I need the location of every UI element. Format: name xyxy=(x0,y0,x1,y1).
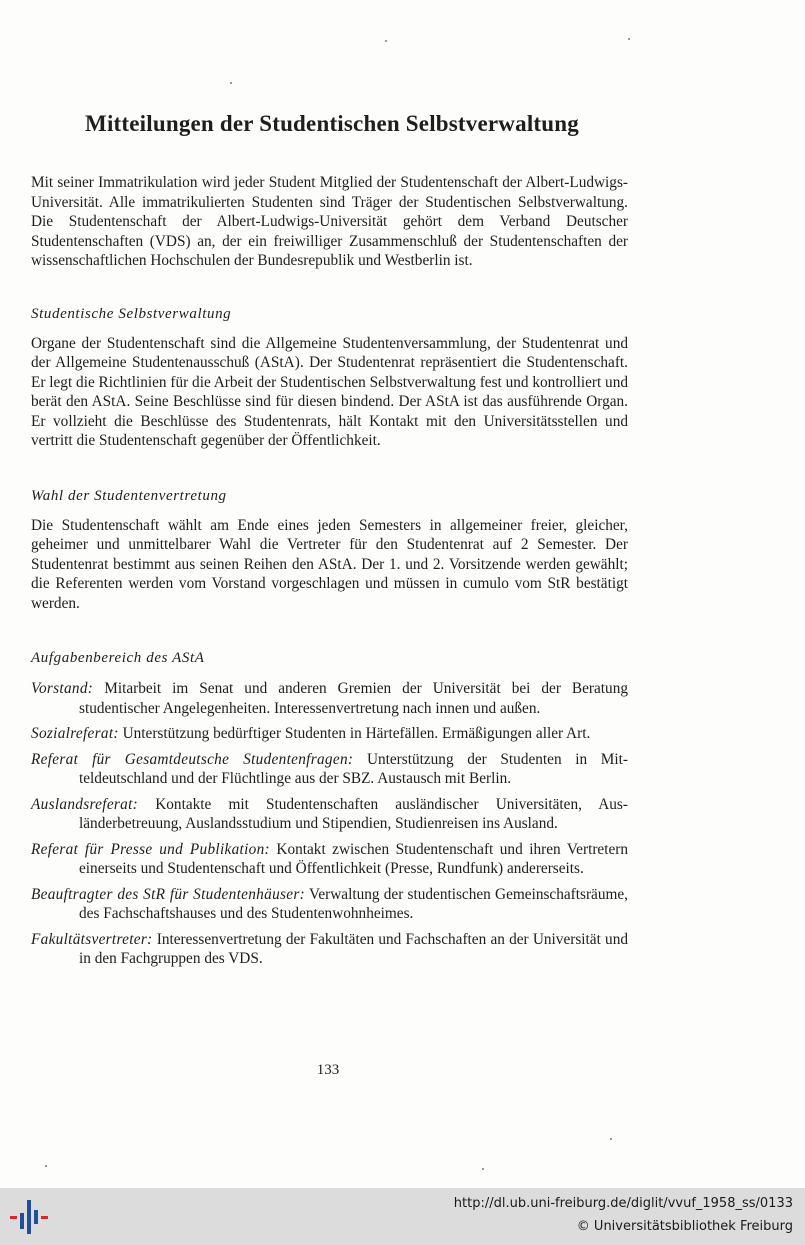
entry-text: Unterstützung bedürftiger Studenten in Härtefällen. Ermäßigungen aller Art. xyxy=(122,725,591,742)
footer-bar xyxy=(0,1188,805,1245)
page-content xyxy=(31,173,628,969)
page-title: Mitteilungen der Studentischen Selbstverwaltung xyxy=(85,111,579,136)
entry-text: Interessenvertretung der Fakultäten und Fachschaften an der Universität und in den Fachgruppen des VDS. xyxy=(79,930,628,967)
copyright-notice: © Universitätsbibliothek Freiburg xyxy=(576,1219,793,1234)
entry-term: Fakultätsvertreter: xyxy=(31,930,153,948)
scan-speck xyxy=(230,82,232,84)
asta-entry-sozialreferat xyxy=(31,724,628,744)
entry-term: Beauftragter des StR für Studentenhäuser: xyxy=(31,885,306,903)
scan-speck xyxy=(45,1165,47,1167)
section-text-wahl: Die Studentenschaft wählt am Ende eines jeden Semesters in allgemeiner freier, gleicher, geheimer und unmittelbarer Wahl die Vertreter für den Studentenrat auf 2 Semester. Der Studentenrat bestimmt aus seinen Reihen den AStA. Der 1. und 2. Vorsitzende werden gewählt; die Referenten werden vom Vorstand vorgeschlagen und müssen in cumulo vom StR bestätigt werden. xyxy=(31,516,628,612)
entry-term: Vorstand: xyxy=(31,680,94,697)
asta-entry-studentenhaeuser xyxy=(31,885,628,924)
source-url-link[interactable]: http://dl.ub.uni-freiburg.de/diglit/vvuf_1958_ss/0133 xyxy=(453,1196,793,1211)
section-heading-wahl: Wahl der Studentenvertretung xyxy=(31,487,227,504)
entry-term: Auslandsreferat: xyxy=(31,795,139,813)
section-heading-asta: Aufgabenbereich des AStA xyxy=(31,650,205,666)
asta-entry-vorstand xyxy=(31,679,628,718)
page-number: 133 xyxy=(316,1062,340,1078)
asta-entry-gesamtdeutsch xyxy=(31,750,628,789)
entry-text: Kontakte mit Studentenschaften ausländischer Universitäten, Ausländerbetreuung, Auslandsstudium und Stipendien, Studienreisen ins Ausland. xyxy=(79,795,628,832)
asta-entry-presse xyxy=(31,840,628,879)
asta-entry-fakultaetsvertreter xyxy=(31,930,628,969)
entry-term: Referat für Presse und Publikation: xyxy=(31,840,270,858)
intro-paragraph: Mit seiner Immatrikulation wird jeder Student Mitglied der Studentenschaft der Albert-Ludwigs-Universität. Alle immatrikulierten Studenten sind Träger der Studentischen Selbstverwaltung. Die Studentenschaft der Albert-Ludwigs-Universität gehört dem Verband Deutscher Studentenschaften (VDS) an, der ein freiwilliger Zusammenschluß der Studentenschaften der wissenschaftlichen Hochschulen der Bundesrepublik und Westberlin ist. xyxy=(31,174,628,269)
entry-term: Sozialreferat: xyxy=(31,725,119,742)
entry-text: Mitarbeit im Senat und anderen Gremien der Universität bei der Beratung studentischer Angelegenheiten. Interessenvertretung nach innen und außen. xyxy=(79,680,628,717)
section-text-selbstverwaltung: Organe der Studentenschaft sind die Allgemeine Studentenversammlung, der Studentenrat und der Allgemeine Studentenausschuß (AStA). Der Studentenrat repräsentiert die Studentenschaft. Er legt die Richtlinien für die Arbeit der Studentischen Selbstverwaltung fest und kontrolliert und berät den AStA. Seine Beschlüsse sind für diesen bindend. Der AStA ist das ausführende Organ. Er vollzieht die Beschlüsse des Studentenrats, hält Kontakt mit den Universitätsstellen und vertritt die Studentenschaft gegenüber der Öffentlichkeit. xyxy=(31,334,628,449)
scan-speck xyxy=(610,1138,612,1140)
section-heading-selbstverwaltung: Studentische Selbstverwaltung xyxy=(31,305,232,322)
scan-speck xyxy=(482,1168,484,1170)
entry-text: Unterstützung der Studenten in Mitteldeutschland und der Flüchtlinge aus der SBZ. Austausch mit Berlin. xyxy=(79,750,628,787)
entry-text: Kontakt zwischen Studentenschaft und ihren Vertretern einerseits und Studentenschaft und Öffentlichkeit (Presse, Rundfunk) andererseits. xyxy=(79,840,628,877)
ub-freiburg-logo-icon xyxy=(10,1196,52,1236)
entry-text: Verwaltung der studentischen Gemeinschaftsräume, des Fachschaftshauses und des Studentenwohnheimes. xyxy=(79,885,629,922)
asta-entry-auslandsreferat xyxy=(31,795,628,834)
scan-speck xyxy=(628,38,630,40)
scan-speck xyxy=(385,40,387,42)
entry-term: Referat für Gesamtdeutsche Studentenfragen: xyxy=(31,750,354,768)
